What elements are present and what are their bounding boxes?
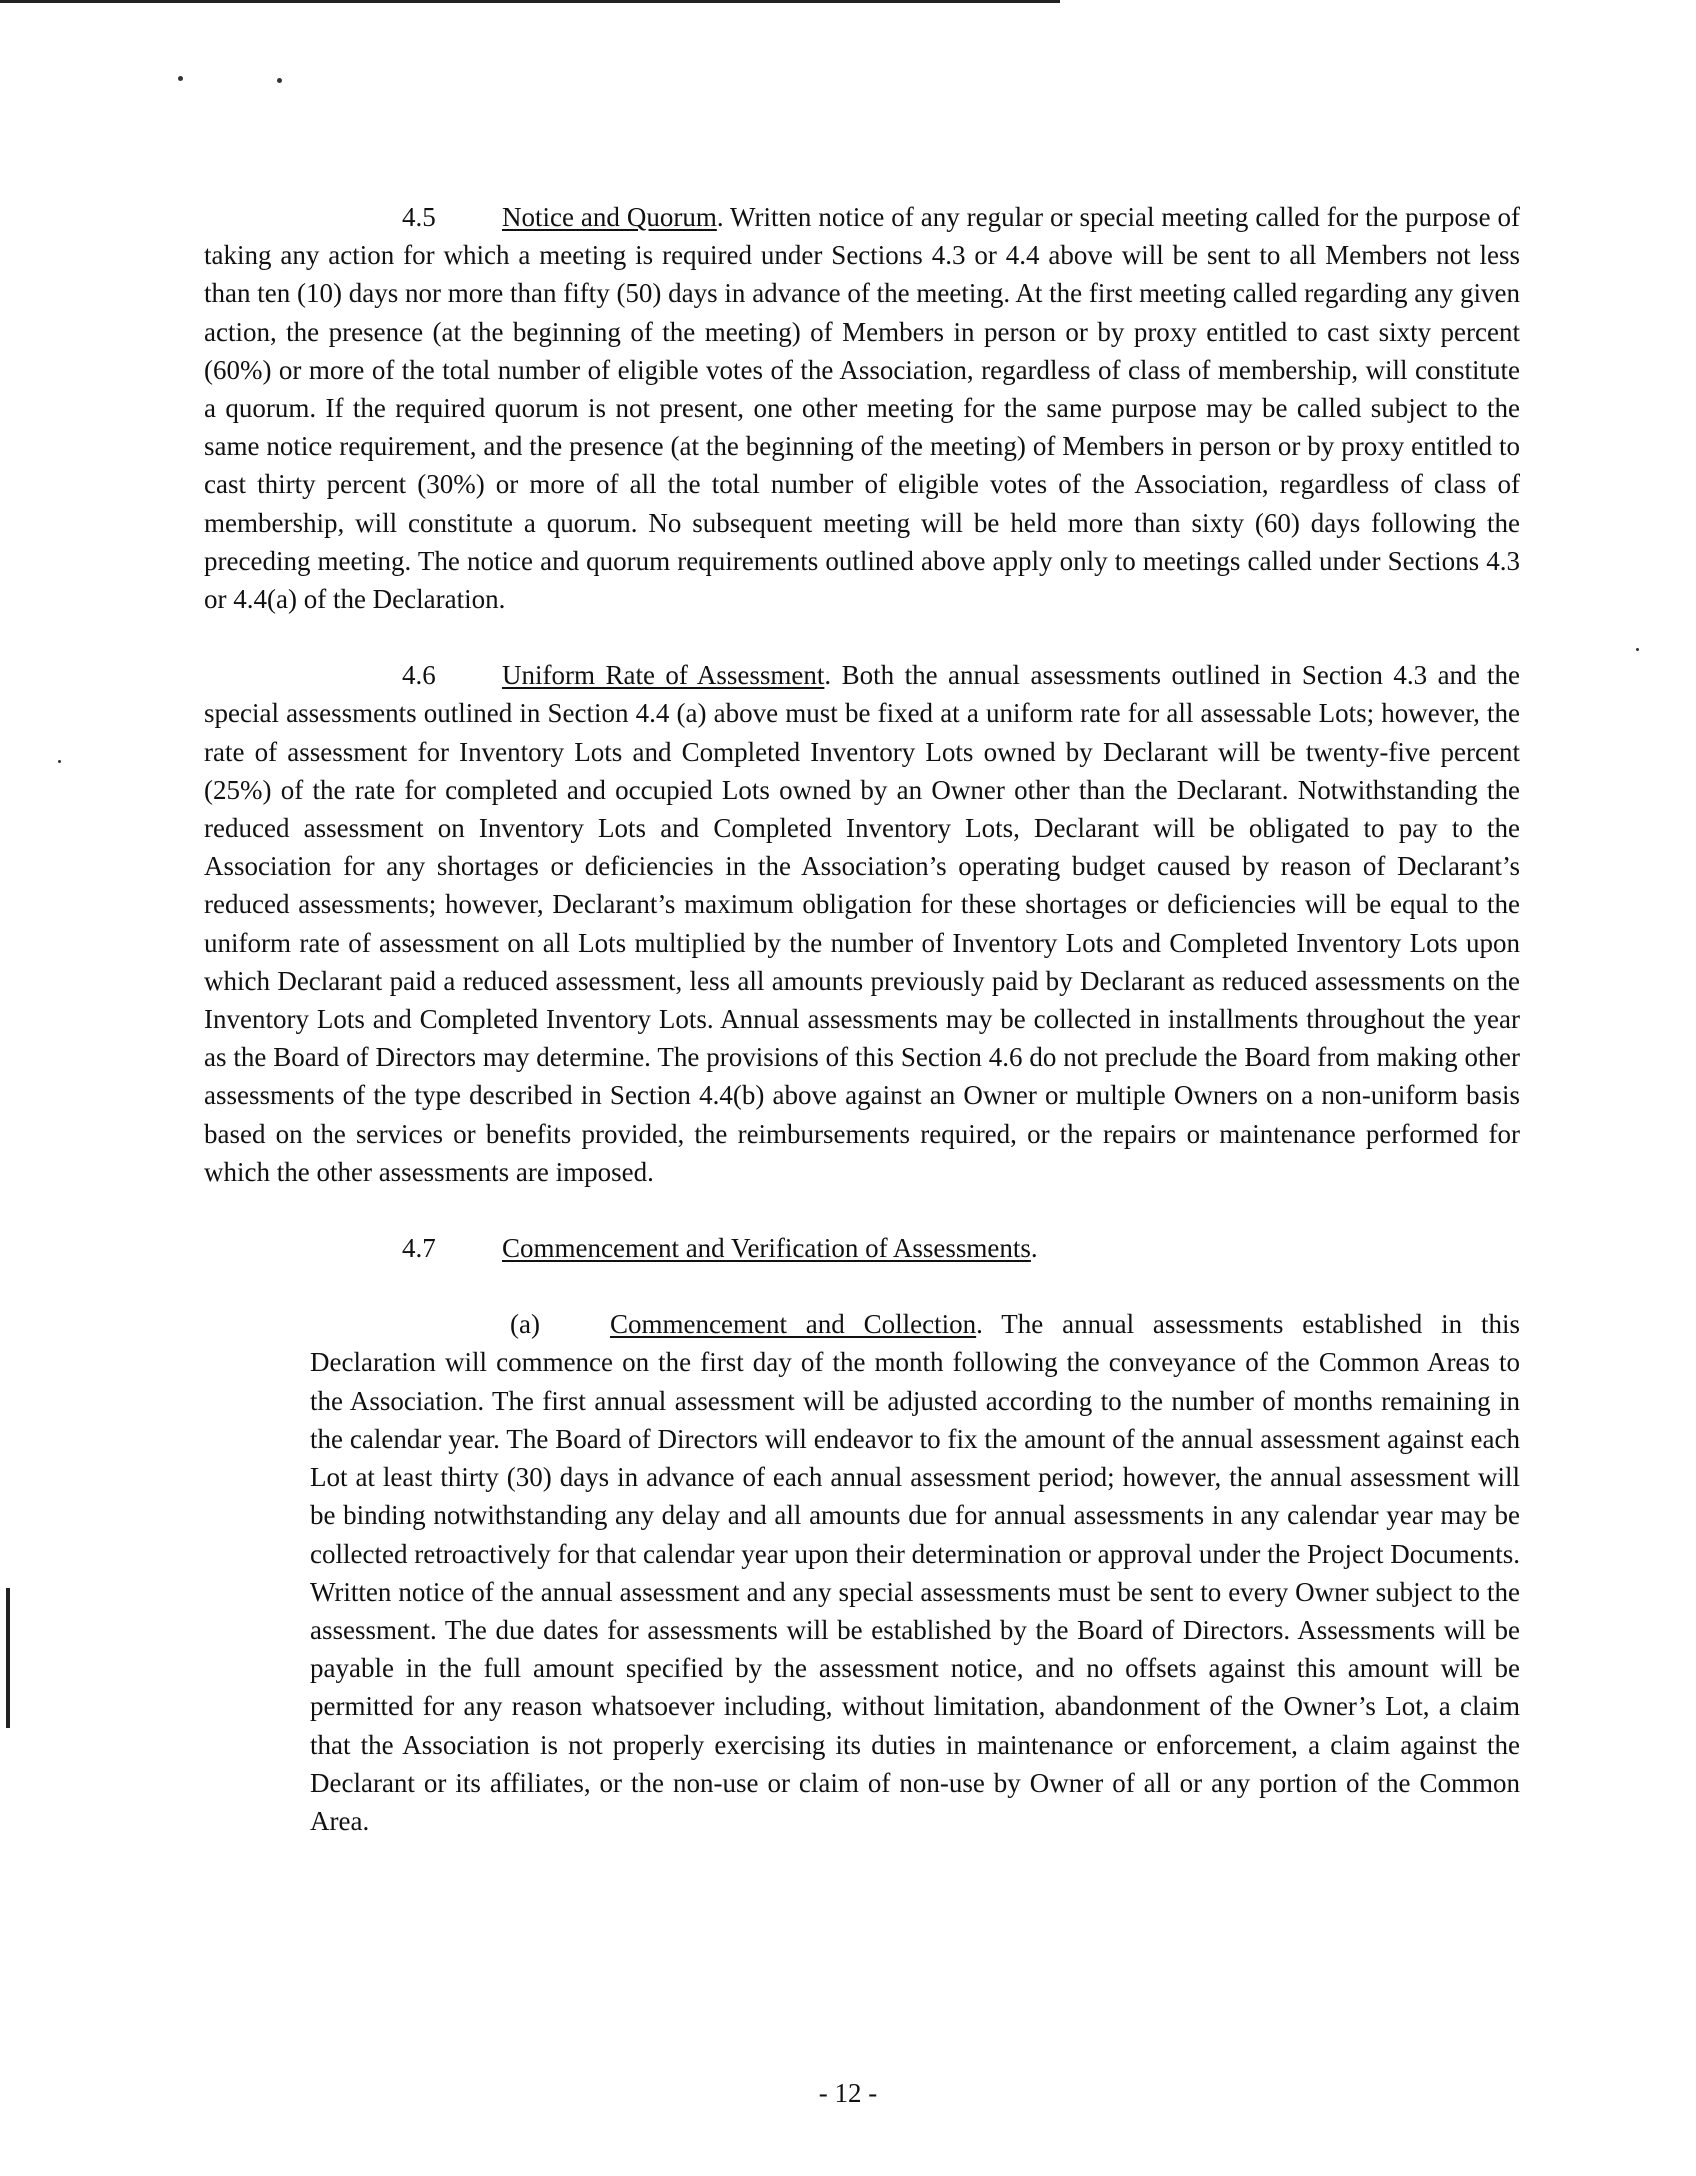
section-text: . Both the annual assessments outlined in Section 4.3 and the special assessments outlined in Section 4.4 (a) above must be fixed at a uniform rate for all assessable Lots; however, the rate of assessment for Inventory Lots and Completed Inventory Lots owned by Declarant will be twenty-five percent (25%) of the rate for completed and occupied Lots owned by an Owner other than the Declarant. Notwithstanding the reduced assessment on Inventory Lots and Completed Inventory Lots, Declarant will be obligated to pay to the Association for any shortages or deficiencies in the Association’s operating budget caused by reason of Declarant’s reduced assessments; however, Declarant’s maximum obligation for these shortages or deficiencies will be equal to the uniform rate of assessment on all Lots multiplied by the number of Inventory Lots and Completed Inventory Lots upon which Declarant paid a reduced assessment, less all amounts previously paid by Declarant as reduced assessments on the Inventory Lots and Completed Inventory Lots. Annual assessments may be collected in installments throughout the year as the Board of Directors may determine. The provisions of this Section 4.6 do not preclude the Board from making other assessments of the type described in Section 4.4(b) above against an Owner or multiple Owners on a non-uniform basis based on the services or benefits provided, the reimbursements required, or the repairs or maintenance performed for which the other assessments are imposed. — [204, 660, 1521, 1187]
scan-top-border — [0, 0, 1060, 3]
section-text: . Written notice of any regular or special meeting called for the purpose of taking any action for which a meeting is required under Sections 4.3 or 4.4 above will be sent to all Members not less than ten (10) days nor more than fifty (50) days in advance of the meeting. At the first meeting called regarding any given action, the presence (at the beginning of the meeting) of Members in person or by proxy entitled to cast sixty percent (60%) or more of the total number of eligible votes of the Association, regardless of class of membership, will constitute a quorum. If the required quorum is not present, one other meeting for the same purpose may be called subject to the same notice requirement, and the presence (at the beginning of the meeting) of Members in person or by proxy entitled to cast thirty percent (30%) or more of all the total number of eligible votes of the Association, regardless of class of membership, will constitute a quorum. No subsequent meeting will be held more than sixty (60) days following the preceding meeting. The notice and quorum requirements outlined above apply only to meetings called under Sections 4.3 or 4.4(a) of the Declaration. — [204, 202, 1520, 615]
section-4-6 — [204, 656, 1520, 1191]
subsection-title: Commencement and Collection — [610, 1309, 977, 1340]
subsection-4-7-a — [310, 1305, 1520, 1840]
section-number: 4.6 — [402, 660, 436, 691]
scan-speck — [1636, 648, 1639, 651]
scan-speck — [277, 78, 282, 83]
section-text: . — [1030, 1233, 1038, 1264]
scan-edge-mark — [6, 1588, 10, 1728]
page-number: - 12 - — [818, 2078, 878, 2108]
section-title: Notice and Quorum — [502, 202, 717, 232]
section-number: 4.7 — [402, 1233, 436, 1264]
subsection-text: . The annual assessments established in this Declaration will commence on the first day of the month following the conveyance of the Common Areas to the Association. The first annual assessment will be adjusted according to the number of months remaining in the calendar year. The Board of Directors will endeavor to fix the amount of the annual assessment against each Lot at least thirty (30) days in advance of each annual assessment period; however, the annual assessment will be binding notwithstanding any delay and all amounts due for annual assessments in any calendar year may be collected retroactively for that calendar year upon their determination or approval under the Project Documents. Written notice of the annual assessment and any special assessments must be sent to every Owner subject to the assessment. The due dates for assessments will be established by the Board of Directors. Assessments will be payable in the full amount specified by the assessment notice, and no offsets against this amount will be permitted for any reason whatsoever including, without limitation, abandonment of the Owner’s Lot, a claim that the Association is not properly exercising its duties in maintenance or enforcement, a claim against the Declarant or its affiliates, or the non-use or claim of non-use by Owner of all or any portion of the Common Area. — [310, 1309, 1520, 1836]
section-title: Uniform Rate of Assessment — [502, 660, 825, 691]
section-4-7 — [204, 1229, 1520, 1267]
section-title: Commencement and Verification of Assessments — [502, 1233, 1031, 1264]
scan-speck — [58, 760, 61, 763]
section-number: 4.5 — [402, 202, 436, 232]
section-4-5 — [204, 198, 1520, 618]
document-body — [204, 198, 1520, 1878]
subsection-number: (a) — [510, 1309, 540, 1340]
scan-speck — [178, 76, 183, 81]
